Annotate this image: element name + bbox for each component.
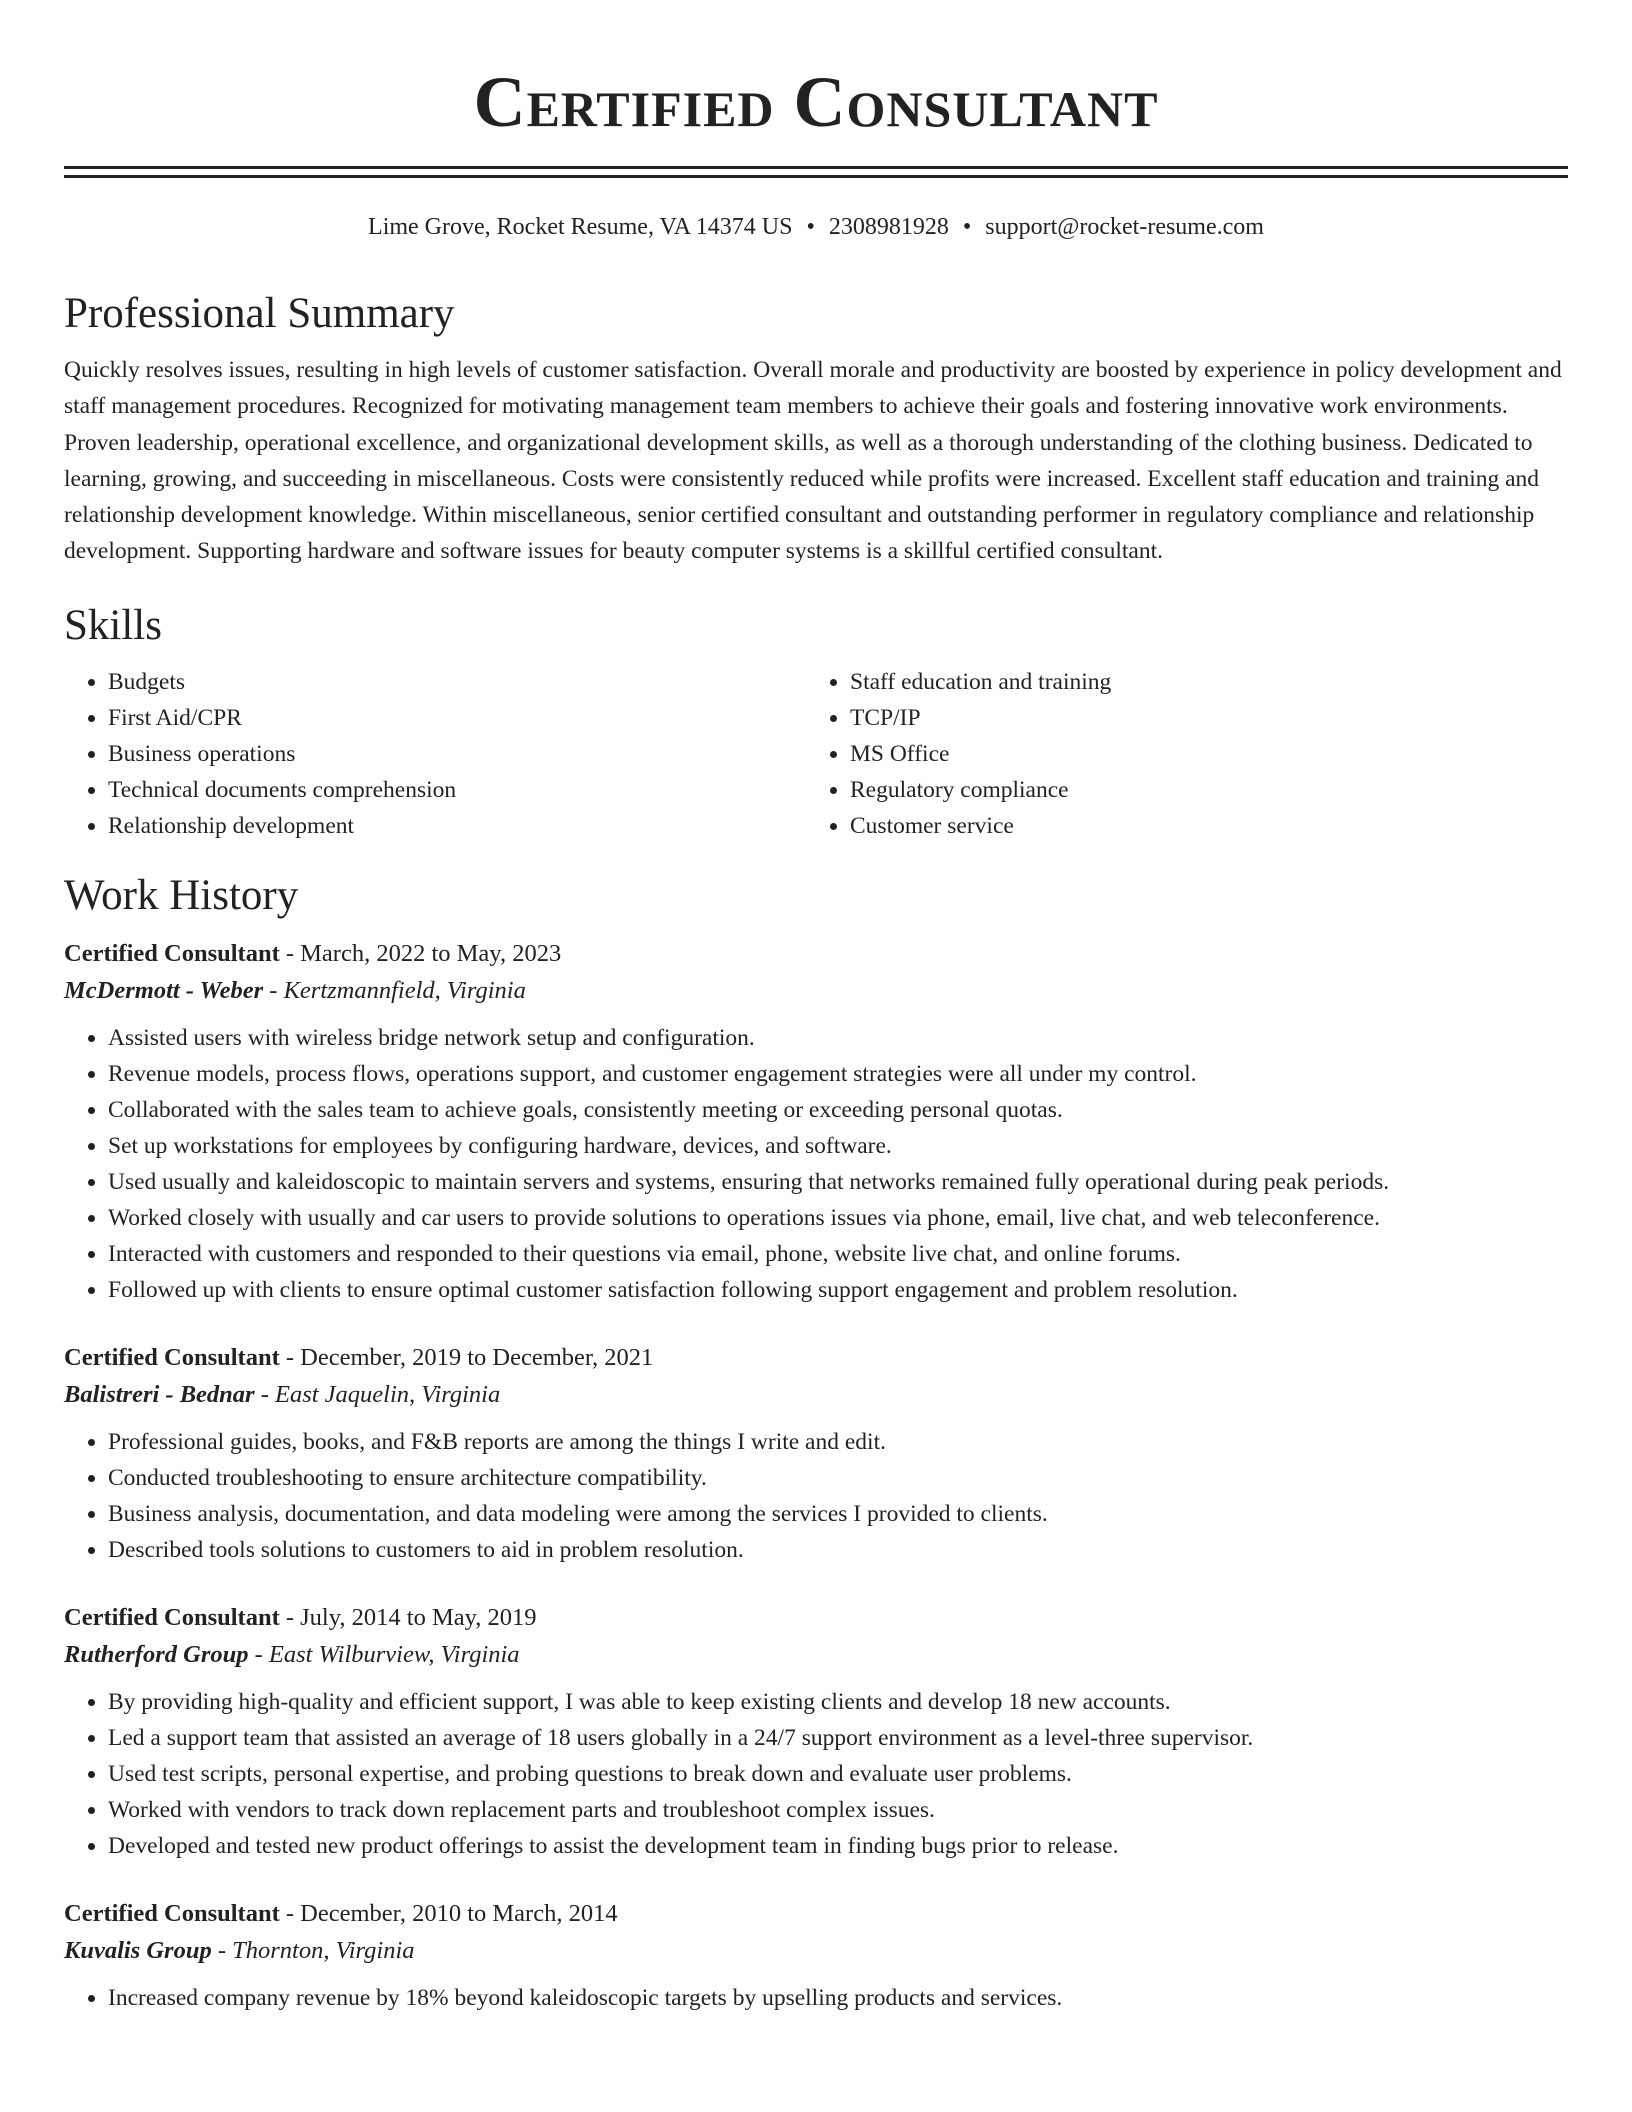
- job-bullet: • Interacted with customers and responded to their questions via email, phone, website live chat, and online forums.: [108, 1236, 1568, 1272]
- job-title-line: [64, 1896, 1568, 1932]
- job-bullet: • Used test scripts, personal expertise, and probing questions to break down and evaluate user problems.: [108, 1756, 1568, 1792]
- job-bullets: [64, 1424, 1568, 1568]
- job-bullet: • Assisted users with wireless bridge network setup and configuration.: [108, 1020, 1568, 1056]
- summary-text: Quickly resolves issues, resulting in high levels of customer satisfaction. Overall morale and productivity are boosted by experience in policy development and staff management procedures. Recognized for motivating management team members to achieve their goals and fostering innovative work environments. Proven leadership, operational excellence, and organizational development skills, as well as a thorough understanding of the clothing business. Dedicated to learning, growing, and succeeding in miscellaneous. Costs were consistently reduced while profits were increased. Excellent staff education and training and relationship development knowledge. Within miscellaneous, senior certified consultant and outstanding performer in regulatory compliance and relationship development. Supporting hardware and software issues for beauty computer systems is a skillful certified consultant.: [64, 357, 1562, 565]
- job-location: - Thornton, Virginia: [211, 1936, 415, 1964]
- job-title: Certified Consultant: [64, 1343, 280, 1371]
- job-title: Certified Consultant: [64, 1603, 280, 1631]
- job-title-line: [64, 1600, 1568, 1636]
- resume-content: [64, 0, 1568, 2016]
- job-title: Certified Consultant: [64, 939, 280, 967]
- job-bullet: • Developed and tested new product offerings to assist the development team in finding bugs prior to release.: [108, 1828, 1568, 1864]
- skills-heading: Skills: [64, 601, 162, 649]
- skill-item: • Business operations: [108, 736, 806, 772]
- skills-list: [64, 664, 1568, 844]
- job-company-line: [64, 1932, 1568, 1970]
- job-bullet: • Revenue models, process flows, operations support, and customer engagement strategies were all under my control.: [108, 1056, 1568, 1092]
- job-bullet: • Conducted troubleshooting to ensure architecture compatibility.: [108, 1460, 1568, 1496]
- skill-item: • TCP/IP: [850, 700, 1111, 736]
- skills-column-right: [806, 664, 1111, 844]
- contact-line: [64, 212, 1568, 242]
- skill-item: • First Aid/CPR: [108, 700, 806, 736]
- job-dates: - July, 2014 to May, 2019: [279, 1603, 537, 1631]
- contact-address: Lime Grove, Rocket Resume, VA 14374 US: [368, 214, 793, 240]
- contact-separator: •: [806, 214, 815, 240]
- skill-item: • Customer service: [850, 808, 1111, 844]
- job-bullets: [64, 1980, 1568, 2016]
- job-company: McDermott - Weber: [64, 976, 264, 1004]
- job-bullet: • Business analysis, documentation, and data modeling were among the services I provided to clients.: [108, 1496, 1568, 1532]
- job-company-line: [64, 1636, 1568, 1674]
- job-bullet: • Followed up with clients to ensure optimal customer satisfaction following support engagement and problem resolution.: [108, 1272, 1568, 1308]
- contact-separator: •: [962, 214, 972, 240]
- skills-column-left: [64, 664, 806, 844]
- work-history-heading: Work History: [64, 871, 299, 919]
- job-entry: [64, 1600, 1568, 1864]
- job-location: - East Jaquelin, Virginia: [254, 1380, 501, 1408]
- job-bullet: • Set up workstations for employees by configuring hardware, devices, and software.: [108, 1128, 1568, 1164]
- contact-phone: 2308981928: [828, 214, 949, 240]
- header-divider-top: [64, 166, 1568, 169]
- job-title: Certified Consultant: [64, 1899, 280, 1927]
- job-location: - East Wilburview, Virginia: [248, 1640, 520, 1668]
- job-bullet: • Collaborated with the sales team to achieve goals, consistently meeting or exceeding personal quotas.: [108, 1092, 1568, 1128]
- contact-email: support@rocket-resume.com: [985, 214, 1264, 240]
- skill-item: • MS Office: [850, 736, 1111, 772]
- job-bullet: • Increased company revenue by 18% beyond kaleidoscopic targets by upselling products and services.: [108, 1980, 1568, 2016]
- job-bullet: • Worked with vendors to track down replacement parts and troubleshoot complex issues.: [108, 1792, 1568, 1828]
- job-bullet: • Led a support team that assisted an average of 18 users globally in a 24/7 support environment as a level-three supervisor.: [108, 1720, 1568, 1756]
- job-company: Rutherford Group: [64, 1640, 249, 1668]
- candidate-name: Certified Consultant: [473, 62, 1159, 142]
- job-dates: - March, 2022 to May, 2023: [279, 939, 562, 967]
- job-company-line: [64, 972, 1568, 1010]
- job-bullet: • Used usually and kaleidoscopic to maintain servers and systems, ensuring that networks remained fully operational during peak periods.: [108, 1164, 1568, 1200]
- skill-item: • Relationship development: [108, 808, 806, 844]
- job-company-line: [64, 1376, 1568, 1414]
- job-bullet: • Worked closely with usually and car users to provide solutions to operations issues via phone, email, live chat, and web teleconference.: [108, 1200, 1568, 1236]
- header-divider-bottom: [64, 175, 1568, 178]
- skill-item: • Staff education and training: [850, 664, 1111, 700]
- job-bullet: • Described tools solutions to customers to aid in problem resolution.: [108, 1532, 1568, 1568]
- skill-item: • Regulatory compliance: [850, 772, 1111, 808]
- job-title-line: [64, 936, 1568, 972]
- job-location: - Kertzmannfield, Virginia: [263, 976, 526, 1004]
- job-bullet: • Professional guides, books, and F&B reports are among the things I write and edit.: [108, 1424, 1568, 1460]
- job-dates: - December, 2010 to March, 2014: [279, 1899, 618, 1927]
- job-entry: [64, 936, 1568, 1308]
- job-company: Kuvalis Group: [64, 1936, 212, 1964]
- job-entry: [64, 1340, 1568, 1568]
- skill-item: • Budgets: [108, 664, 806, 700]
- job-entry: [64, 1896, 1568, 2016]
- job-company: Balistreri - Bednar: [64, 1380, 255, 1408]
- job-bullets: [64, 1684, 1568, 1864]
- skill-item: • Technical documents comprehension: [108, 772, 806, 808]
- summary-heading: Professional Summary: [64, 290, 455, 337]
- job-dates: - December, 2019 to December, 2021: [279, 1343, 654, 1371]
- job-bullets: [64, 1020, 1568, 1308]
- job-title-line: [64, 1340, 1568, 1376]
- job-bullet: • By providing high-quality and efficient support, I was able to keep existing clients and develop 18 new accounts.: [108, 1684, 1568, 1720]
